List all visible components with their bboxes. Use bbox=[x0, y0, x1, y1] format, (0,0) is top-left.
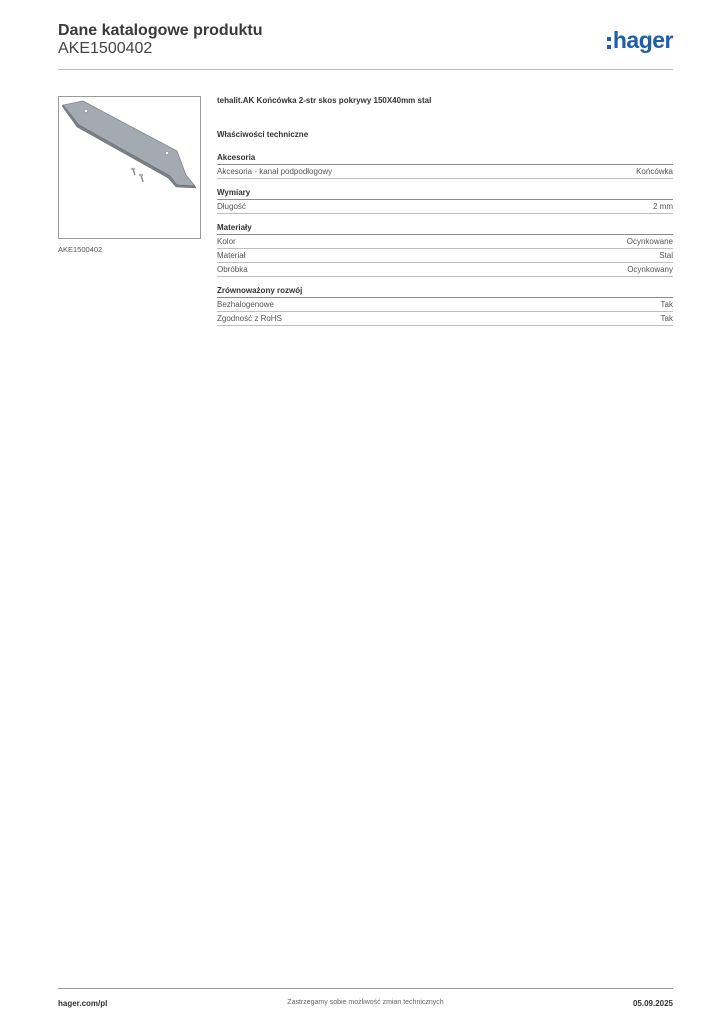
product-image bbox=[58, 96, 201, 239]
property-group-materials bbox=[217, 223, 673, 277]
document-date: 05.09.2025 bbox=[632, 999, 673, 1008]
document-footer bbox=[58, 988, 673, 1010]
group-title: Materiały bbox=[217, 223, 673, 235]
property-row bbox=[217, 312, 673, 326]
property-group-accessories bbox=[217, 153, 673, 179]
property-value: Tak bbox=[660, 300, 673, 309]
image-caption: AKE1500402 bbox=[58, 245, 103, 254]
property-label: Akcesoria - kanał podpodłogowy bbox=[217, 167, 333, 176]
property-value: Ocynkowany bbox=[627, 265, 673, 274]
property-label: Zgodność z RoHS bbox=[217, 314, 282, 323]
property-value: Stal bbox=[659, 251, 673, 260]
property-label: Kolor bbox=[217, 237, 236, 246]
footer-disclaimer: Zastrzegamy sobie możliwość zmian technicznych bbox=[287, 999, 444, 1006]
document-title: Dane katalogowe produktu bbox=[58, 22, 263, 39]
screw-hole-2 bbox=[166, 152, 169, 155]
property-group-dimensions bbox=[217, 188, 673, 214]
logo-colon-icon bbox=[607, 37, 611, 49]
property-value: Końcówka bbox=[636, 167, 673, 176]
website-link[interactable]: hager.com/pl bbox=[58, 999, 108, 1008]
property-row bbox=[217, 298, 673, 312]
product-code: AKE1500402 bbox=[58, 40, 153, 57]
property-value: 2 mm bbox=[653, 202, 673, 211]
screw-1-icon bbox=[131, 168, 135, 175]
product-details bbox=[217, 96, 673, 335]
property-value: Tak bbox=[660, 314, 673, 323]
property-label: Obróbka bbox=[217, 265, 248, 274]
group-title: Akcesoria bbox=[217, 153, 673, 165]
property-label: Długość bbox=[217, 202, 246, 211]
property-row bbox=[217, 235, 673, 249]
screw-2-icon bbox=[139, 174, 143, 182]
end-cap-illustration bbox=[59, 97, 200, 238]
property-label: Bezhalogenowe bbox=[217, 300, 274, 309]
document-header bbox=[58, 22, 673, 70]
product-name: tehalit.AK Końcówka 2-str skos pokrywy 150X40mm stal bbox=[217, 96, 432, 105]
property-row bbox=[217, 263, 673, 277]
hager-logo bbox=[607, 26, 673, 54]
property-value: Ocynkowane bbox=[626, 237, 673, 246]
property-row bbox=[217, 200, 673, 214]
section-title-technical-properties: Właściwości techniczne bbox=[217, 130, 309, 139]
property-row bbox=[217, 165, 673, 179]
group-title: Wymiary bbox=[217, 188, 673, 200]
group-title: Zrównoważony rozwój bbox=[217, 286, 673, 298]
property-group-sustainability bbox=[217, 286, 673, 326]
logo-text: hager bbox=[612, 26, 673, 53]
property-row bbox=[217, 249, 673, 263]
plate-top-face bbox=[63, 101, 195, 186]
property-label: Materiał bbox=[217, 251, 246, 260]
screw-hole-1 bbox=[85, 110, 88, 113]
